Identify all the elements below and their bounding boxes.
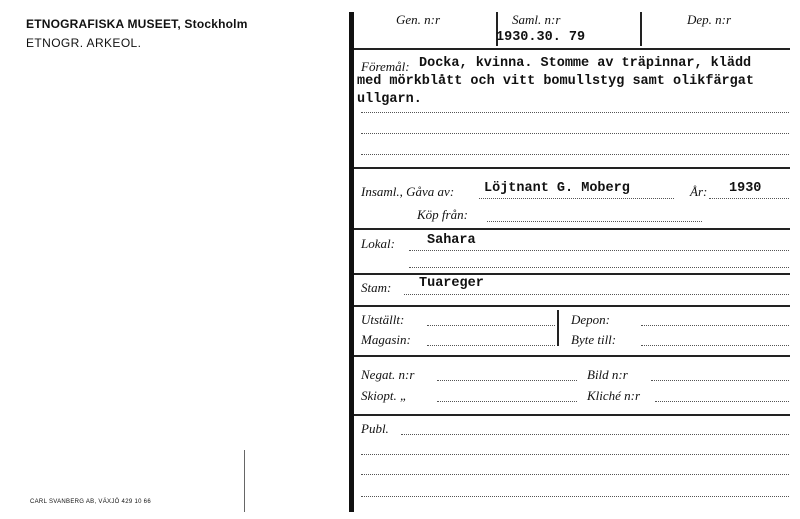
stam-label: Stam: (361, 280, 392, 295)
storage-divider (557, 310, 559, 346)
number-divider-2 (640, 12, 642, 46)
foremal-label: Föremål: (361, 59, 410, 74)
divider-photo (354, 414, 790, 416)
publ-dotline-4 (361, 496, 789, 497)
negat-label: Negat. n:r (361, 367, 415, 382)
divider-stam (354, 305, 790, 307)
department-label: ETNOGR. ARKEOL. (26, 36, 142, 50)
foremal-dotline-1 (361, 112, 789, 113)
foremal-dotline-3 (361, 154, 789, 155)
printer-note: CARL SVANBERG AB, VÄXJÖ 429 10 66 (30, 499, 151, 505)
lokal-value: Sahara (427, 233, 476, 248)
saml-number-label: Saml. n:r (512, 12, 561, 27)
foremal-line-1: Docka, kvinna. Stomme av träpinnar, klädd (419, 56, 752, 71)
bild-dotline (651, 380, 789, 381)
ar-label: År: (690, 184, 708, 199)
lokal-dotline-1 (409, 250, 789, 251)
insaml-label: Insaml., Gåva av: (361, 184, 455, 199)
kliche-label: Kliché n:r (587, 388, 641, 403)
lokal-dotline-2 (409, 267, 789, 268)
stam-dotline (404, 294, 789, 295)
byte-dotline (641, 345, 789, 346)
foremal-line-3: ullgarn. (357, 92, 422, 107)
negat-dotline (437, 380, 577, 381)
bild-label: Bild n:r (587, 367, 628, 382)
divider-top (354, 48, 790, 50)
publ-label: Publ. (361, 421, 389, 436)
kop-dotline (487, 221, 702, 222)
foremal-dotline-2 (361, 133, 789, 134)
magasin-dotline (427, 345, 555, 346)
margin-mark (244, 450, 245, 512)
skiopt-dotline (437, 401, 577, 402)
insaml-value: Löjtnant G. Moberg (484, 181, 630, 196)
museum-name: ETNOGRAFISKA MUSEET, Stockholm (26, 17, 248, 31)
kop-label: Köp från: (417, 207, 468, 222)
divider-insaml (354, 228, 790, 230)
depon-label: Depon: (571, 312, 610, 327)
divider-storage (354, 355, 790, 357)
ar-value: 1930 (729, 181, 762, 196)
card-spine (349, 12, 354, 512)
gen-number-label: Gen. n:r (396, 12, 441, 27)
skiopt-label: Skiopt. „ (361, 388, 408, 403)
divider-lokal (354, 273, 790, 275)
saml-number-value: 1930.30. 79 (496, 30, 586, 45)
insaml-dotline (479, 198, 674, 199)
byte-label: Byte till: (571, 332, 617, 347)
publ-dotline-1 (401, 434, 789, 435)
divider-foremal (354, 167, 790, 169)
utstallt-label: Utställt: (361, 312, 405, 327)
catalog-card (349, 12, 792, 512)
publ-dotline-2 (361, 454, 789, 455)
stam-value: Tuareger (419, 276, 484, 291)
foremal-line-2: med mörkblått och vitt bomullstyg samt olikfärgat (357, 74, 754, 89)
ar-dotline (709, 198, 789, 199)
depon-dotline (641, 325, 789, 326)
lokal-label: Lokal: (361, 236, 395, 251)
kliche-dotline (655, 401, 789, 402)
utstallt-dotline (427, 325, 555, 326)
dep-number-label: Dep. n:r (687, 12, 732, 27)
magasin-label: Magasin: (361, 332, 411, 347)
publ-dotline-3 (361, 474, 789, 475)
